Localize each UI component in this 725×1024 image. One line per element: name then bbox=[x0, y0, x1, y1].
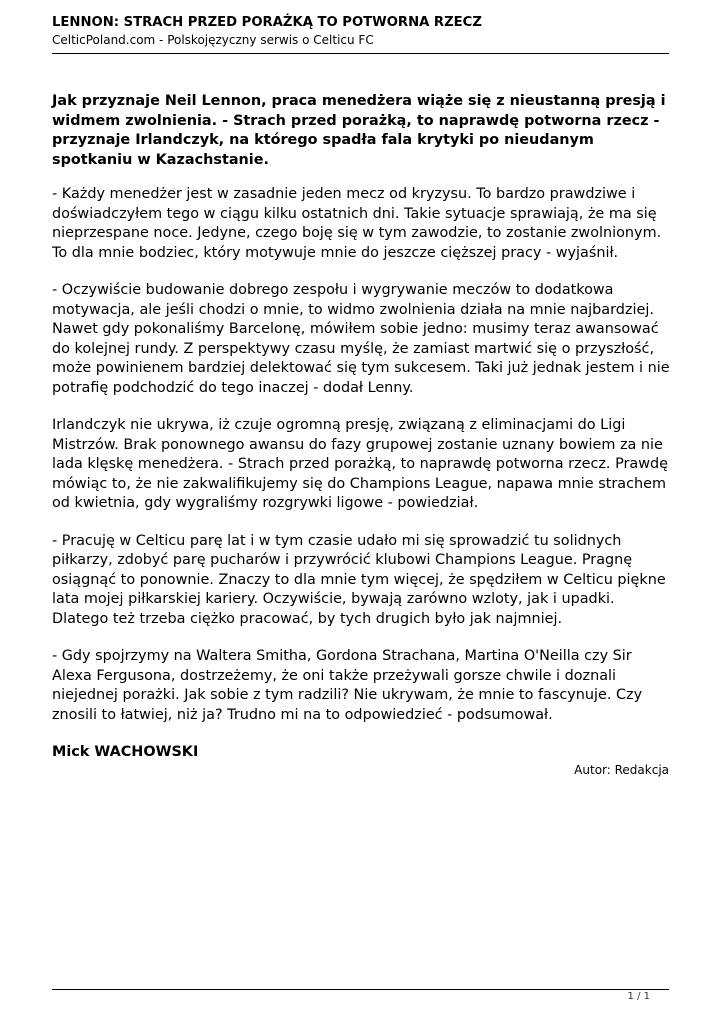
document-header bbox=[52, 14, 669, 48]
article-lead: Jak przyznaje Neil Lennon, praca menedżera wiąże się z nieustanną presją i widmem zwolnienia. - Strach przed porażką, to naprawdę potworna rzecz - przyznaje Irlandczyk, na którego spadła fala krytyki po nieudanym spotkaniu w Kazachstanie. bbox=[52, 93, 666, 168]
article-paragraph-4: - Pracuję w Celticu parę lat i w tym czasie udało mi się sprowadzić tu solidnych piłkarzy, zdobyć parę pucharów i przywrócić klubowi Champions League. Pragnę osiągnąć to ponownie. Znaczy to dla mnie tym więcej, że spędziłem w Celticu piękne lata mojej piłkarskiej kariery. Oczywiście, bywają zarówno wzloty, jak i upadki. Dlatego też trzeba ciężko pracować, by tych drugich było jak najmniej. bbox=[52, 532, 666, 627]
article-paragraph-5: - Gdy spojrzymy na Waltera Smitha, Gordona Strachana, Martina O'Neilla czy Sir Alexa Fergusona, dostrzeżemy, że oni także przeżywali gorsze chwile i doznali niejednej porażki. Jak sobie z tym radzili? Nie ukrywam, że mnie to fascynuje. Czy znosili to łatwiej, niż ja? Trudno mi na to odpowiedzieć - podsumował. bbox=[52, 648, 643, 723]
header-divider bbox=[52, 53, 669, 54]
document-title: LENNON: STRACH PRZED PORAŻKĄ TO POTWORNA RZECZ bbox=[52, 15, 482, 30]
article-paragraph-3: Irlandczyk nie ukrywa, iż czuje ogromną presję, związaną z eliminacjami do Ligi Mistrzów. Brak ponownego awansu do fazy grupowej zostanie uznany bowiem za nie lada klęskę menedżera. - Strach przed porażką, to naprawdę potworna rzecz. Prawdę mówiąc to, że nie zakwalifikujemy się do Champions League, napawa mnie strachem od kwietnia, gdy wygraliśmy rozgrywki ligowe - powiedział. bbox=[52, 417, 668, 511]
article-paragraph-1: - Każdy menedżer jest w zasadnie jeden mecz od kryzysu. To bardzo prawdziwe i doświadczyłem tego w ciągu kilku ostatnich dni. Takie sytuacje sprawiają, że ma się nieprzespane noce. Jedyne, czego boję się w tym zawodzie, to zostanie zwolnionym. To dla mnie bodziec, który motywuje mnie do jeszcze cięższej pracy - wyjaśnił. bbox=[52, 186, 662, 261]
page-number: 1 / 1 bbox=[627, 991, 650, 1002]
article-signature: Mick WACHOWSKI bbox=[52, 744, 199, 760]
article-author: Autor: Redakcja bbox=[574, 763, 669, 777]
article-body bbox=[52, 92, 672, 763]
article-paragraph-2: - Oczywiście budowanie dobrego zespołu i wygrywanie meczów to dodatkowa motywacja, ale jeśli chodzi o mnie, to widmo zwolnienia działa na mnie najbardziej. Nawet gdy pokonaliśmy Barcelonę, mówiłem sobie jedno: musimy teraz awansować do kolejnej rundy. Z perspektywy czasu myślę, że zamiast martwić się o przyszłość, może powinienem bardziej delektować się tym sukcesem. Taki już jednak jestem i nie potrafię podchodzić do tego inaczej - dodał Lenny. bbox=[52, 282, 670, 396]
document-subtitle: CelticPoland.com - Polskojęzyczny serwis o Celticu FC bbox=[52, 33, 374, 47]
footer-divider bbox=[52, 989, 669, 990]
